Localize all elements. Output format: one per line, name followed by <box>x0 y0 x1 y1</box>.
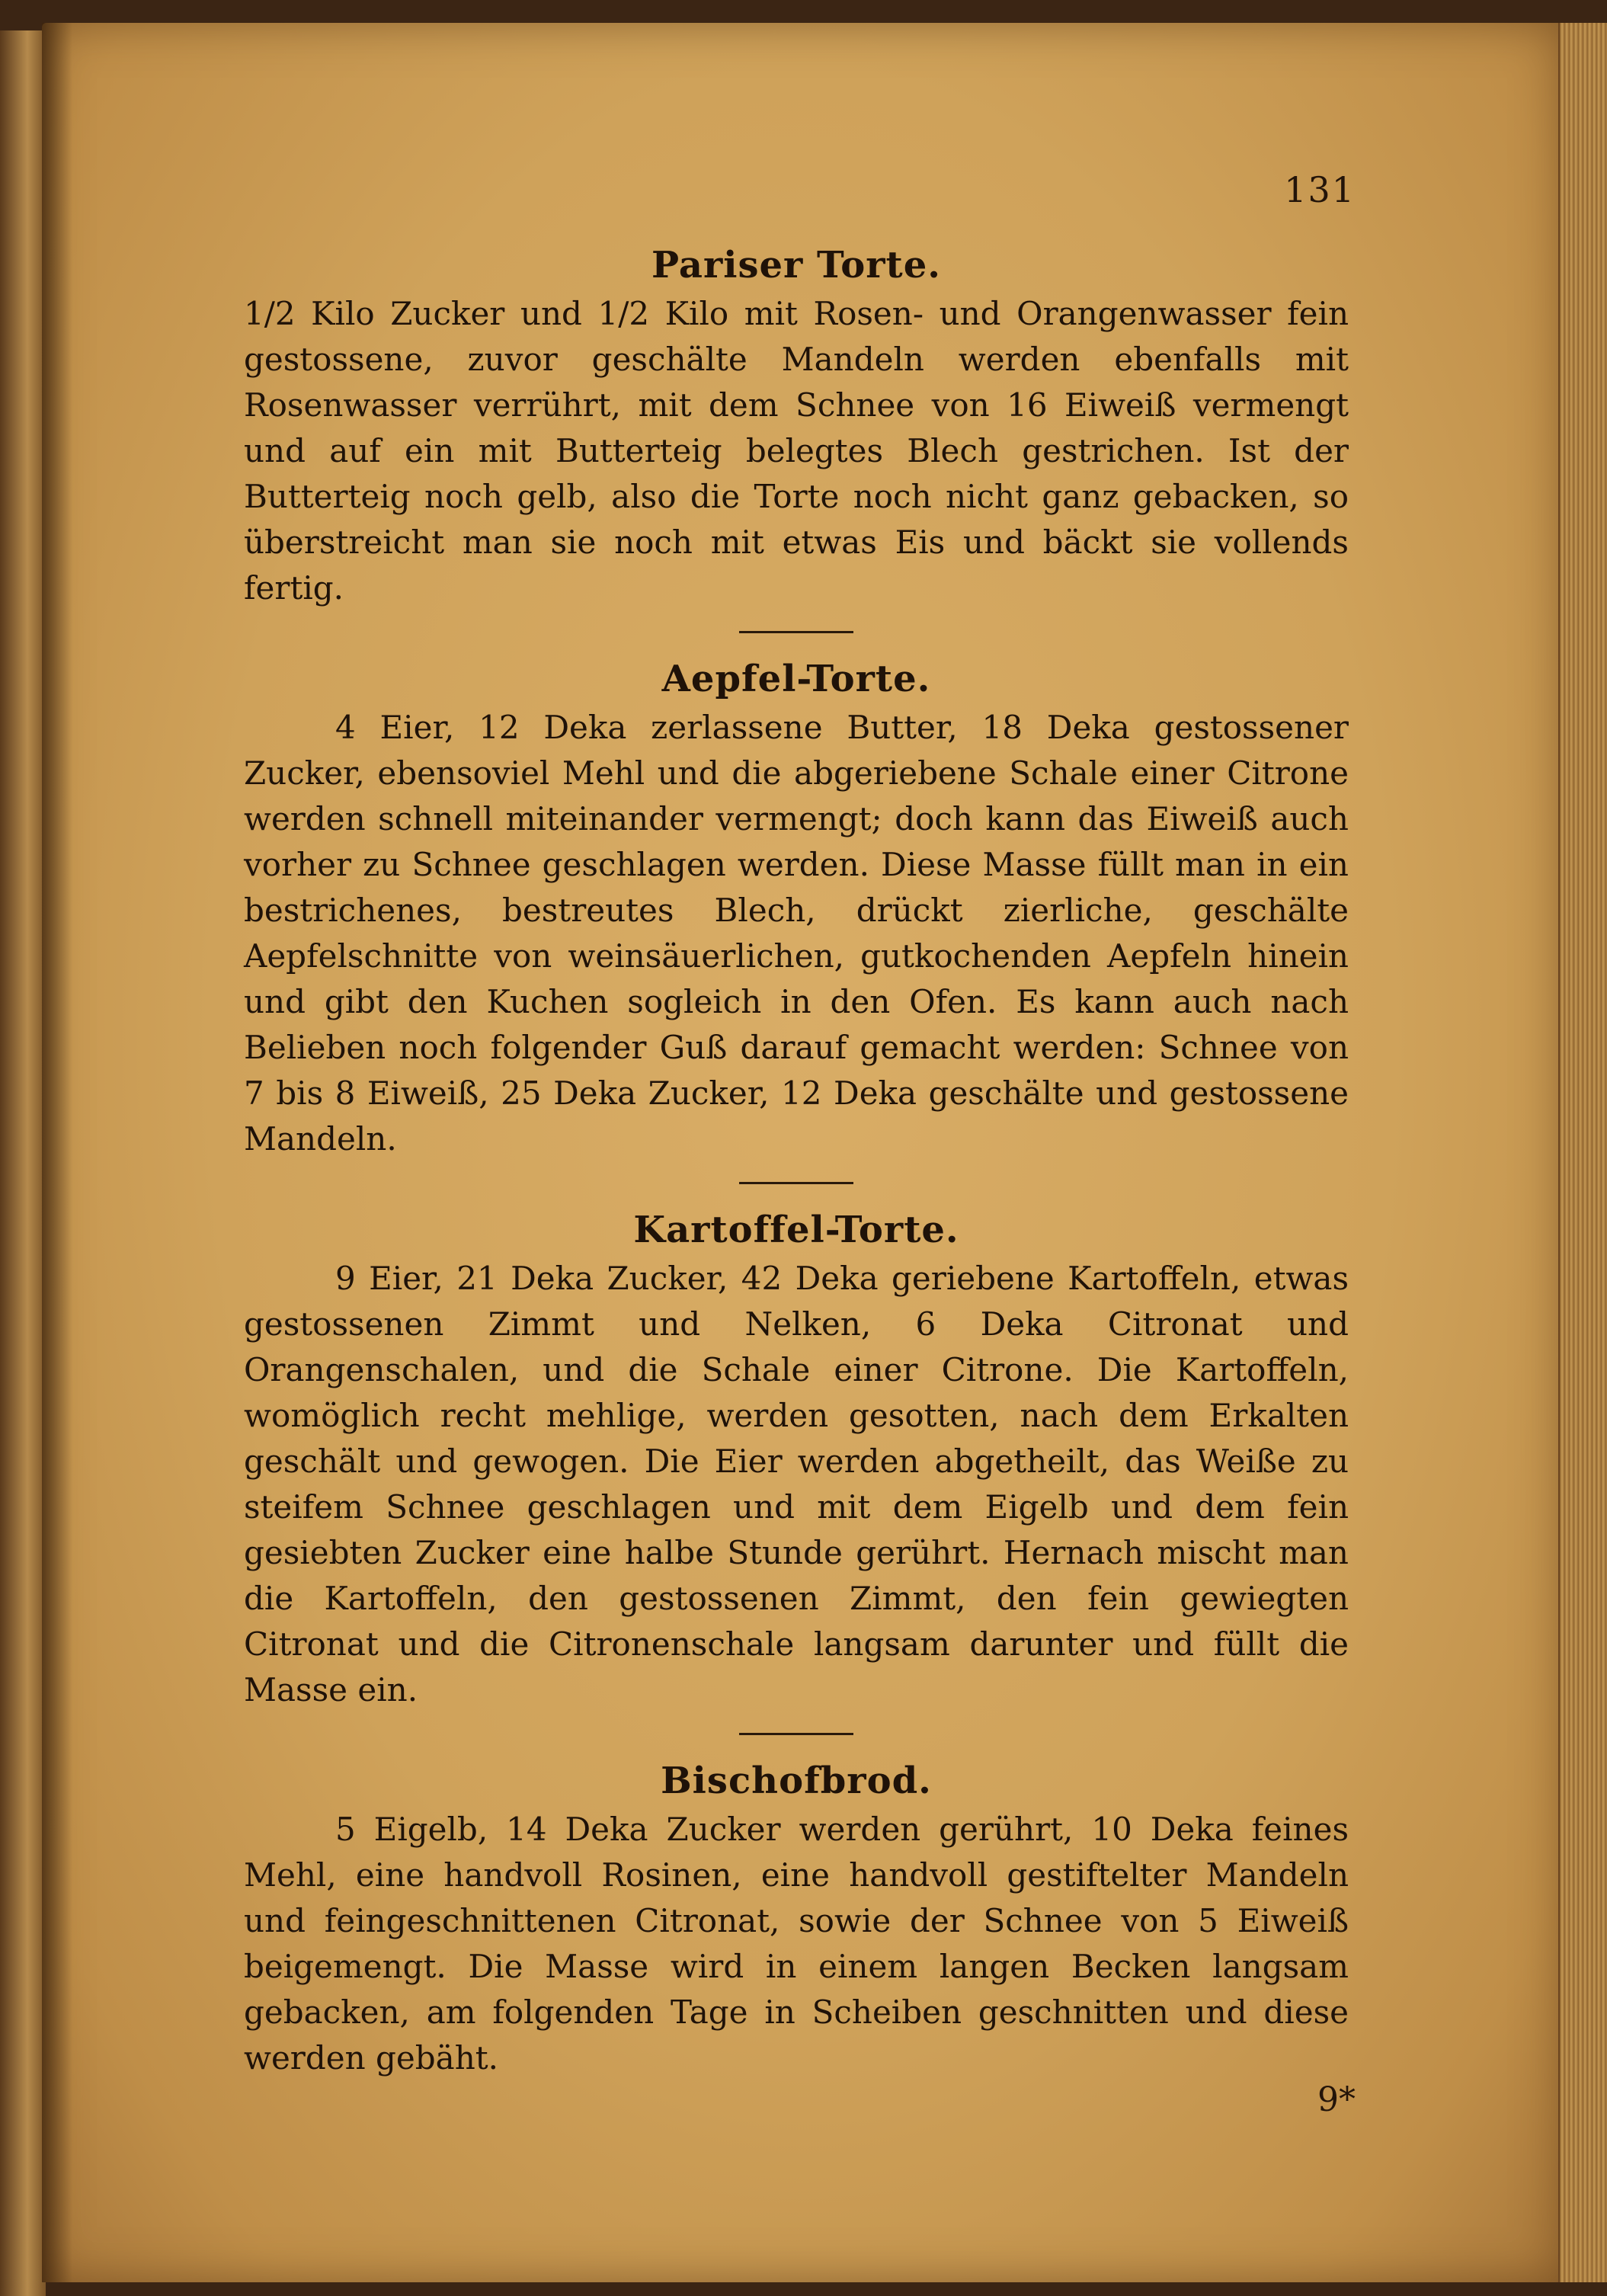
recipe-title: Aepfel-Torte. <box>661 658 931 700</box>
recipe-section <box>244 658 1349 1162</box>
facing-page-edge <box>0 30 46 2296</box>
recipe-title: Bischofbrod. <box>661 1760 932 1802</box>
section-divider <box>739 631 853 633</box>
recipe-section <box>244 1760 1349 2081</box>
section-divider <box>739 1182 853 1184</box>
page-content <box>244 244 1349 2081</box>
page-number: 131 <box>1284 169 1356 210</box>
recipe-text: 5 Eigelb, 14 Deka Zucker werden gerührt, 10 Deka feines Mehl, eine handvoll Rosinen, eine handvoll gestiftelter Mandeln und feingeschnittenen Citronat, sowie der Schnee von 5 Eiweiß beigemengt. Die Masse wird in einem langen Becken langsam gebacken, am folgenden Tage in Scheiben geschnitten und diese werden gebäht. <box>244 1811 1349 2077</box>
signature-mark: 9* <box>1317 2080 1356 2119</box>
recipe-text: 4 Eier, 12 Deka zerlassene Butter, 18 Deka gestossener Zucker, ebensoviel Mehl und die abgeriebene Schale einer Citrone werden schnell miteinander vermengt; doch kann das Eiweiß auch vorher zu Schnee geschlagen werden. Diese Masse füllt man in ein bestrichenes, bestreutes Blech, drückt zierliche, geschälte Aepfelschnitte von weinsäuerlichen, gutkochenden Aepfeln hinein und gibt den Kuchen sogleich in den Ofen. Es kann auch nach Belieben noch folgender Guß darauf gemacht werden: Schnee von 7 bis 8 Eiweiß, 25 Deka Zucker, 12 Deka geschälte und gestossene Mandeln. <box>244 709 1349 1158</box>
recipe-title: Pariser Torte. <box>651 244 941 287</box>
page-stack-edge <box>1558 23 1607 2282</box>
recipe-title: Kartoffel-Torte. <box>633 1209 959 1251</box>
recipe-section <box>244 1209 1349 1713</box>
section-divider <box>739 1733 853 1735</box>
recipe-text: 9 Eier, 21 Deka Zucker, 42 Deka geriebene Kartoffeln, etwas gestossenen Zimmt und Nelken, 6 Deka Citronat und Orangenschalen, und die Schale einer Citrone. Die Kartoffeln, womöglich recht mehlige, werden gesotten, nach dem Erkalten geschält und gewogen. Die Eier werden abgetheilt, das Weiße zu steifem Schnee geschlagen und mit dem Eigelb und dem fein gesiebten Zucker eine halbe Stunde gerührt. Hernach mischt man die Kartoffeln, den gestossenen Zimmt, den fein gewiegten Citronat und die Citronenschale langsam darunter und füllt die Masse ein. <box>244 1260 1349 1708</box>
recipe-text: 1/2 Kilo Zucker und 1/2 Kilo mit Rosen- und Orangenwasser fein gestossene, zuvor geschälte Mandeln werden ebenfalls mit Rosenwasser verrührt, mit dem Schnee von 16 Eiweiß vermengt und auf ein mit Butterteig belegtes Blech gestrichen. Ist der Butterteig noch gelb, also die Torte noch nicht ganz gebacken, so überstreicht man sie noch mit etwas Eis und bäckt sie vollends fertig. <box>244 295 1349 607</box>
recipe-section <box>244 244 1349 611</box>
page-gutter-shadow <box>42 23 72 2282</box>
